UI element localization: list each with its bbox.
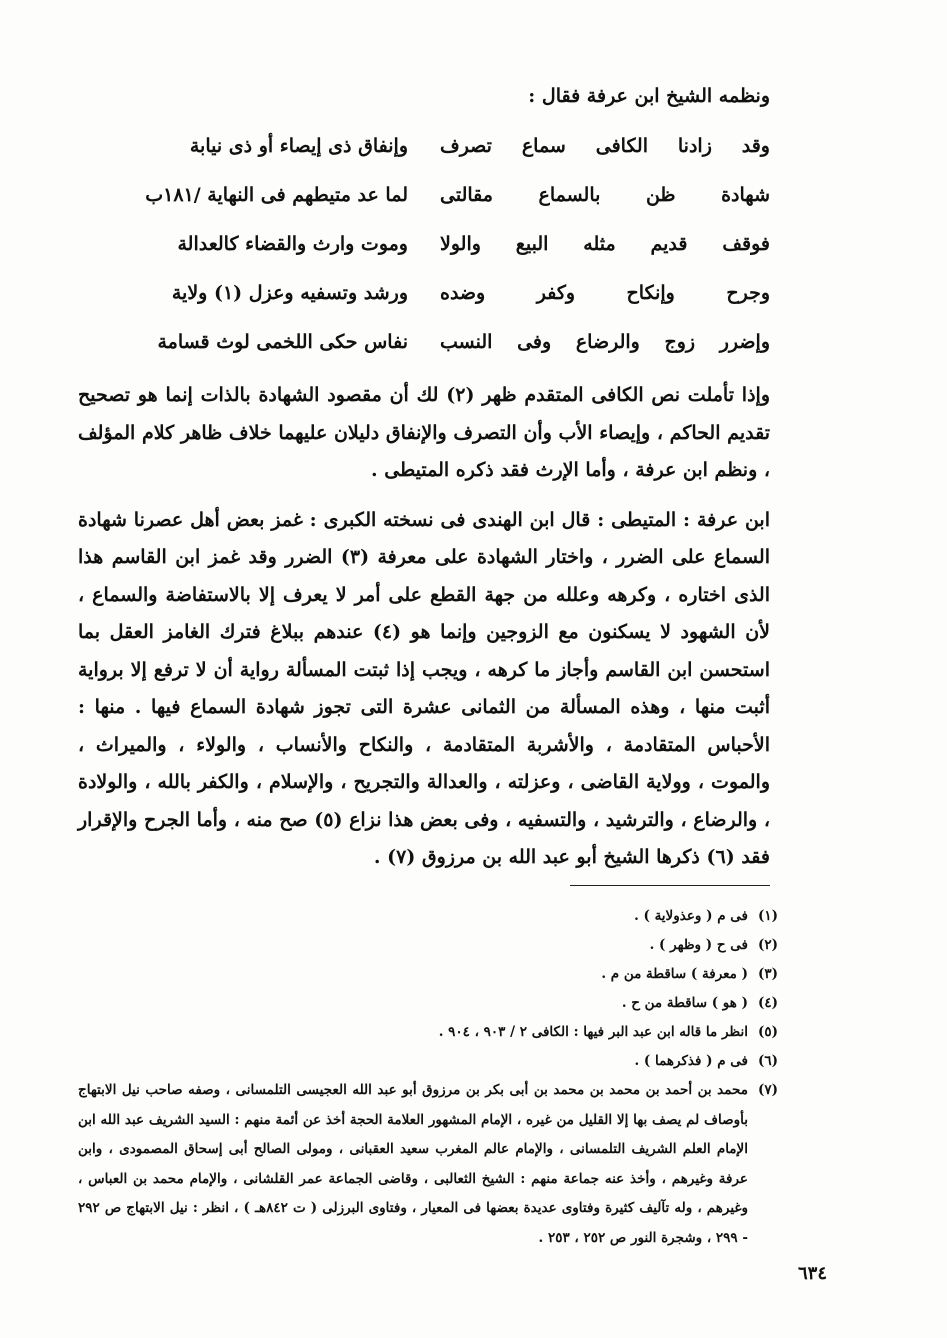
footnote-divider: [570, 885, 770, 886]
verse-first-hemistich: وجرح وإنكاح وكفر وضده: [440, 282, 770, 304]
footnote: [78, 1018, 778, 1047]
footnote-number: (٦): [757, 1053, 778, 1069]
footnote-number: (٤): [757, 995, 778, 1011]
footnotes: [78, 902, 778, 1253]
footnote: [78, 989, 778, 1018]
poem-verse: [78, 181, 770, 230]
footnote: [78, 1076, 778, 1253]
verse-second-hemistich: وموت وارث والقضاء كالعدالة: [177, 233, 408, 255]
verse-second-hemistich: وإنفاق ذى إيصاء أو ذى نيابة: [189, 135, 408, 157]
verse-second-hemistich: لما عد متيطهم فى النهاية /١٨١ب: [145, 184, 408, 206]
footnote-text: ( معرفة ) ساقطة من م .: [601, 966, 748, 982]
footnote: [78, 1047, 778, 1076]
footnote-text: فى م ( وعذولاية ) .: [634, 908, 748, 924]
verse-first-hemistich: وإضرر زوج والرضاع وفى النسب: [440, 331, 770, 353]
poem-verse: [78, 230, 770, 279]
page-number: ٦٣٤: [798, 1263, 828, 1284]
footnote-number: (٢): [757, 937, 778, 953]
footnote-text: انظر ما قاله ابن عبد البر فيها : الكافى ٢ / ٩٠٣ ، ٩٠٤ .: [438, 1024, 748, 1040]
verse-second-hemistich: نفاس حكى اللخمى لوث قسامة: [157, 331, 408, 353]
poem-verse: [78, 279, 770, 328]
footnote-number: (٥): [757, 1024, 778, 1040]
footnote-number: (٣): [757, 966, 778, 982]
verse-first-hemistich: وقد زادنا الكافى سماع تصرف: [440, 135, 770, 157]
footnote: [78, 931, 778, 960]
footnote: [78, 960, 778, 989]
footnote-text: ( هو ) ساقطة من ح .: [621, 995, 748, 1011]
poem-verse: [78, 328, 770, 377]
verse-first-hemistich: فوقف قديم مثله البيع والولا: [440, 233, 770, 255]
footnote-text: محمد بن أحمد بن محمد بن محمد بن أبى بكر بن مرزوق أبو عبد الله العجيسى التلمسانى ، وصفه صاحب نيل الابتهاج بأوصاف لم يصف بها إلا القليل من غيره ، الإمام المشهور العلامة الحجة أخذ عن أئمة منهم : السيد الشريف عبد الله ابن الإمام العلم الشريف التلمسانى ، والإمام عالم المغرب سعيد العقبانى ، ومولى الصالح أبى إسحاق المصمودى ، وابن عرفة وغيرهم ، وأخذ عنه جماعة منهم : الشيخ الثعالبى ، وقاضى الجماعة عمر القلشانى ، والإمام محمد بن العباس ، وغيرهم ، وله تآليف كثيرة وفتاوى عديدة بعضها فى المعيار ، وفتاوى البرزلى ( ت ٨٤٢هـ ) ، انظر : نيل الابتهاج ص ٢٩٢ - ٢٩٩ ، وشجرة النور ص ٢٥٢ ، ٢٥٣ .: [78, 1082, 749, 1246]
main-text: [78, 82, 770, 877]
paragraph-ibn-arafa: ابن عرفة : المتيطى : قال ابن الهندى فى نسخته الكبرى : غمز بعض أهل عصرنا شهادة السماع على الضرر ، واختار الشهادة على معرفة (٣) الضرر وقد غمز ابن القاسم هذا الذى اختاره ، وكرهه وعلله من جهة القطع على أمر لا يعرف إلا بالاستفاضة والسماع ، لأن الشهود لا يسكنون مع الزوجين وإنما هو (٤) عندهم ببلاغ فترك الغامز العقل بما استحسن ابن القاسم وأجاز ما كرهه ، ويجب إذا ثبتت المسألة رواية أن لا ترفع إلا برواية أثبت منها ، وهذه المسألة من الثمانى عشرة التى تجوز شهادة السماع فيها . منها : الأحباس المتقادمة ، والأشربة المتقادمة ، والنكاح والأنساب ، والولاء ، والميراث ، والموت ، وولاية القاضى ، وعزلته ، والعدالة والتجريح ، والإسلام ، والكفر بالله ، والولادة ، والرضاع ، والترشيد ، والتسفيه ، وفى بعض هذا نزاع (٥) صح منه ، وأما الجرح والإقرار فقد (٦) ذكرها الشيخ أبو عبد الله بن مرزوق (٧) .: [78, 508, 770, 868]
verse-second-hemistich: ورشد وتسفيه وعزل (١) ولاية: [171, 282, 408, 304]
footnote-text: فى م ( فذكرهما ) .: [634, 1053, 748, 1069]
footnote-number: (٧): [757, 1082, 778, 1098]
verse-first-hemistich: شهادة ظن بالسماع مقالتى: [440, 184, 770, 206]
paragraph-kafi: وإذا تأملت نص الكافى المتقدم ظهر (٢) لك أن مقصود الشهادة بالذات إنما هو تصحيح تقديم الحاكم ، وإيصاء الأب وأن التصرف والإنفاق دليلان عليهما خلاف ظاهر كلام المؤلف ، ونظم ابن عرفة ، وأما الإرث فقد ذكره المتيطى .: [78, 384, 770, 481]
footnote: [78, 902, 778, 931]
intro-line: ونظمه الشيخ ابن عرفة فقال :: [528, 85, 770, 107]
poem: [78, 132, 770, 377]
footnote-number: (١): [757, 908, 778, 924]
poem-verse: [78, 132, 770, 181]
footnote-text: فى ح ( وظهر ) .: [649, 937, 748, 953]
